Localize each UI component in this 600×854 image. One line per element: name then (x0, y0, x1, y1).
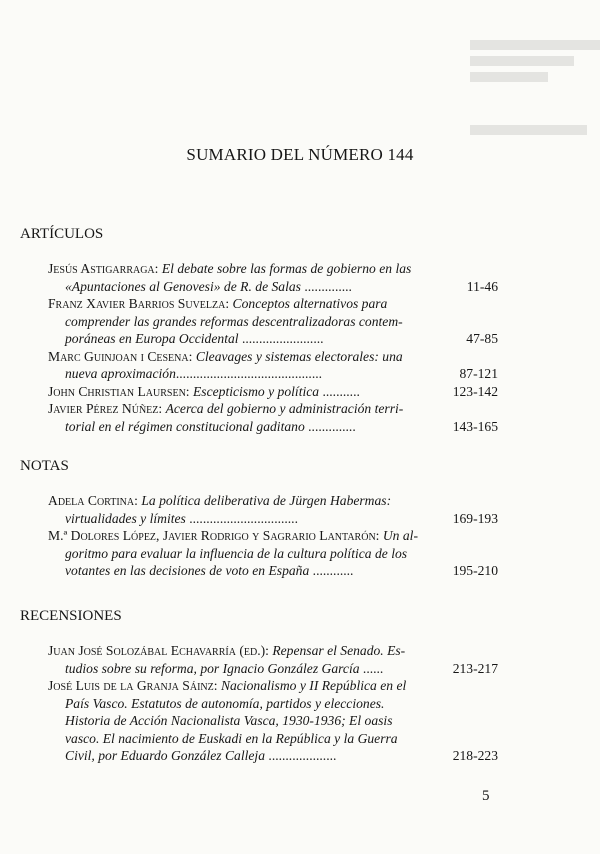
entry-author: Juan José Solozábal Echavarría (ed.) (48, 643, 266, 658)
entry-pages: 195-210 (452, 563, 498, 578)
dot-leader: ............ (309, 563, 354, 578)
page-title: SUMARIO DEL NÚMERO 144 (186, 145, 414, 164)
entry-title-line: Un al- (382, 528, 418, 543)
section-entries-articulos (48, 260, 498, 435)
author-separator: : (154, 261, 162, 276)
entry-author: Javier Pérez Núñez (48, 401, 159, 416)
bleed-through-text (470, 125, 600, 141)
author-separator: : (158, 401, 166, 416)
dot-leader: ...... (359, 660, 384, 676)
page-number: 5 (482, 788, 490, 804)
entry-title-line: vasco. El nacimiento de Euskadi en la República y la Guerra (65, 730, 398, 746)
entry-title-line: La política deliberativa de Jürgen Habermas: (141, 493, 392, 508)
entry-title-line: Acerca del gobierno y administración terri- (165, 401, 404, 416)
entry-title-line: virtualidades y límites (65, 510, 186, 526)
entry-title-line: «Apuntaciones al Genovesi» de R. de Salas (65, 278, 301, 294)
entry-title-line: Historia de Acción Nacionalista Vasca, 1930-1936; El oasis (65, 713, 393, 728)
entry-pages: 169-193 (452, 510, 498, 526)
toc-entry (48, 492, 498, 527)
entry-pages: 218-223 (452, 748, 498, 763)
bleed-through-text (470, 40, 600, 88)
toc-entry (48, 400, 498, 435)
entry-author: Franz Xavier Barrios Suvelza (48, 296, 226, 311)
entry-title-line: País Vasco. Estatutos de autonomía, partidos y elecciones. (65, 695, 385, 711)
entry-title-line: tudios sobre su reforma, por Ignacio González García (65, 660, 360, 676)
toc-entry (48, 642, 498, 677)
entry-title-line: Repensar el Senado. Es- (272, 643, 406, 658)
toc-entry (48, 348, 498, 383)
entry-pages: 143-165 (452, 418, 498, 434)
entry-author: M.ª Dolores López, Javier Rodrigo y Sagrario Lantarón (48, 528, 376, 543)
toc-entry (48, 383, 498, 401)
toc-entry (48, 260, 498, 295)
author-separator: : (225, 296, 233, 311)
entry-title-line: comprender las grandes reformas descentralizadoras contem- (65, 313, 403, 329)
entry-pages: 11-46 (466, 278, 498, 294)
entry-author: John Christian Laursen (48, 383, 186, 399)
dot-leader: ........................ (238, 331, 324, 346)
dot-leader: .............. (304, 418, 356, 434)
author-separator: : (185, 383, 193, 399)
entry-pages: 213-217 (452, 660, 498, 676)
entry-title-line: Nacionalismo y II República en el (220, 678, 407, 693)
author-separator: : (375, 528, 383, 543)
dot-leader: ................................ (185, 510, 298, 526)
toc-entry (48, 527, 498, 580)
entry-title-line: Escepticismo y política (192, 383, 320, 399)
entry-author: Jesús Astigarraga (48, 261, 155, 276)
section-heading-notas: NOTAS (20, 458, 69, 474)
entry-pages: 47-85 (466, 331, 498, 346)
author-separator: : (134, 493, 142, 508)
entry-title-line: poráneas en Europa Occidental (65, 331, 239, 346)
entry-pages: 87-121 (459, 366, 498, 381)
dot-leader: ........................................... (175, 366, 323, 381)
entry-title-line: Conceptos alternativos para (232, 296, 388, 311)
dot-leader: .................... (265, 748, 337, 763)
entry-author: José Luis de la Granja Sáinz (48, 678, 214, 693)
entry-author: Marc Guinjoan i Cesena (48, 348, 189, 364)
entry-title-line: nueva aproximación (65, 366, 176, 381)
toc-entry (48, 295, 498, 348)
entry-title-line: Civil, por Eduardo González Calleja (65, 748, 266, 763)
entry-title-line: votantes en las decisiones de voto en España (65, 563, 310, 578)
section-entries-notas (48, 492, 498, 580)
dot-leader: .............. (300, 278, 352, 294)
section-heading-recensiones: RECENSIONES (20, 608, 122, 624)
entry-title-line: goritmo para evaluar la influencia de la cultura política de los (65, 545, 408, 561)
section-entries-recensiones (48, 642, 498, 765)
entry-title-line: torial en el régimen constitucional gaditano (65, 418, 305, 434)
dot-leader: ........... (319, 383, 360, 399)
toc-entry (48, 677, 498, 765)
entry-title-line: Cleavages y sistemas electorales: una (195, 348, 403, 364)
entry-title-line: El debate sobre las formas de gobierno en las (161, 261, 412, 276)
entry-pages: 123-142 (452, 383, 498, 399)
author-separator: : (213, 678, 221, 693)
author-separator: : (265, 643, 273, 658)
entry-author: Adela Cortina (48, 493, 135, 508)
author-separator: : (188, 348, 196, 364)
section-heading-articulos: ARTÍCULOS (20, 226, 104, 242)
